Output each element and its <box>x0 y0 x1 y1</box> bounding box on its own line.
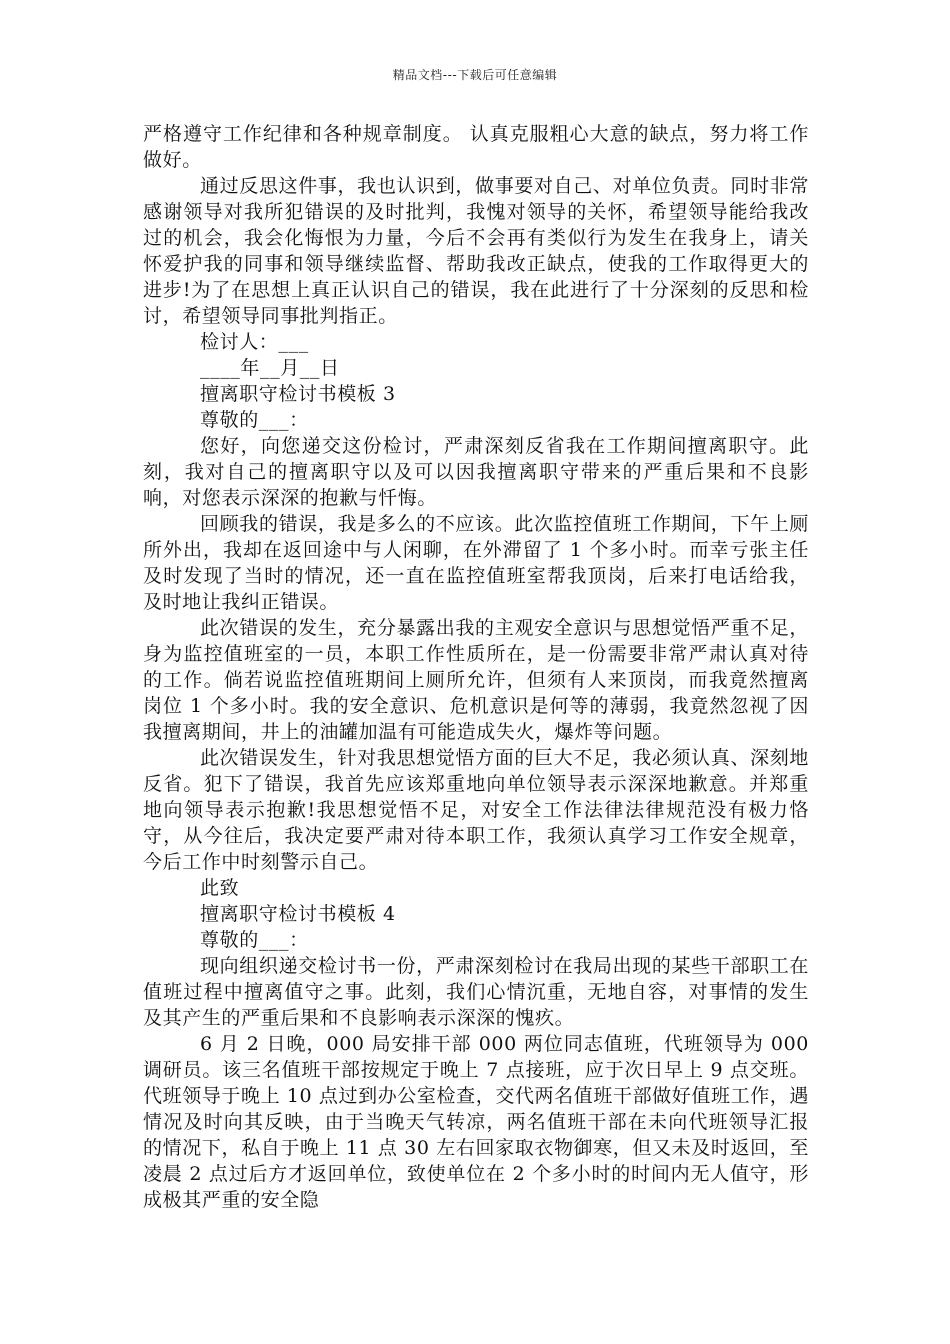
paragraph-submission: 现向组织递交检讨书一份，严肃深刻检讨在我局出现的某些干部职工在值班过程中擅离值守之事。此刻，我们心情沉重，无地自容，对事情的发生及其产生的严重后果和不良影响表示深深的愧疚。 <box>143 955 809 1029</box>
paragraph-reflection: 通过反思这件事，我也认识到，做事要对自己、对单位负责。同时非常感谢领导对我所犯错误的及时批判，我愧对领导的关怀，希望领导能给我改过的机会，我会化悔恨为力量，今后不会再有类似行为发生在我身上，请关怀爱护我的同事和领导继续监督、帮助我改正缺点，使我的工作取得更大的进步!为了在思想上真正认识自己的错误，我在此进行了十分深刻的反思和检讨，希望领导同事批判指正。 <box>143 175 809 327</box>
date-line: ____年__月__日 <box>200 357 340 379</box>
signature-line: 检讨人：___ <box>200 331 309 353</box>
section-heading-template-3: 擅离职守检讨书模板 3 <box>200 383 396 405</box>
paragraph-review: 回顾我的错误，我是多么的不应该。此次监控值班工作期间，下午上厕所外出，我却在返回途中与人闲聊，在外滞留了 1 个多小时。而幸亏张主任及时发现了当时的情况，还一直在监控值班室帮我顶岗，后来打电话给我，及时地让我纠正错误。 <box>143 513 809 613</box>
page-header-note: 精品文档---下载后可任意编辑 <box>392 68 558 82</box>
salutation-template-4: 尊敬的___： <box>200 929 309 951</box>
paragraph-incident-details: 6 月 2 日晚，000 局安排干部 000 两位同志值班，代班领导为 000 调研员。该三名值班干部按规定于晚上 7 点接班，应于次日早上 9 点交班。代班领导于晚上 10 点过到办公室检查，交代两名值班干部做好值班工作，遇情况及时向其反映，由于当晚天气转凉，两名值班干部在未向代班领导汇报的情况下，私自于晚上 11 点 30 左右回家取衣物御寒，但又未及时返回，至凌晨 2 点过后方才返回单位，致使单位在 2 个多小时的时间内无人值守，形成极其严重的安全隐 <box>143 1033 809 1211</box>
salutation-template-3: 尊敬的___： <box>200 409 309 431</box>
document-body <box>143 121 809 1213</box>
paragraph-greeting: 您好，向您递交这份检讨，严肃深刻反省我在工作期间擅离职守。此刻，我对自己的擅离职守以及可以因我擅离职守带来的严重后果和不良影响，对您表示深深的抱歉与忏悔。 <box>143 435 809 509</box>
paragraph-intro-continuation: 严格遵守工作纪律和各种规章制度。 认真克服粗心大意的缺点，努力将工作做好。 <box>143 123 809 171</box>
closing-line: 此致 <box>200 877 240 899</box>
section-heading-template-4: 擅离职守检讨书模板 4 <box>200 903 396 925</box>
paragraph-analysis: 此次错误的发生，充分暴露出我的主观安全意识与思想觉悟严重不足，身为监控值班室的一员，本职工作性质所在，是一份需要非常严肃认真对待的工作。倘若说监控值班期间上厕所允许，但须有人来顶岗，而我竟然擅离岗位 1 个多小时。我的安全意识、危机意识是何等的薄弱，我竟然忽视了因我擅离期间，井上的油罐加温有可能造成失火，爆炸等问题。 <box>143 617 809 743</box>
paragraph-commitment: 此次错误发生，针对我思想觉悟方面的巨大不足，我必须认真、深刻地反省。犯下了错误，我首先应该郑重地向单位领导表示深深地歉意。并郑重地向领导表示抱歉!我思想觉悟不足，对安全工作法律法律规范没有极力恪守，从今往后，我决定要严肃对待本职工作，我须认真学习工作安全规章，今后工作中时刻警示自己。 <box>143 747 809 873</box>
